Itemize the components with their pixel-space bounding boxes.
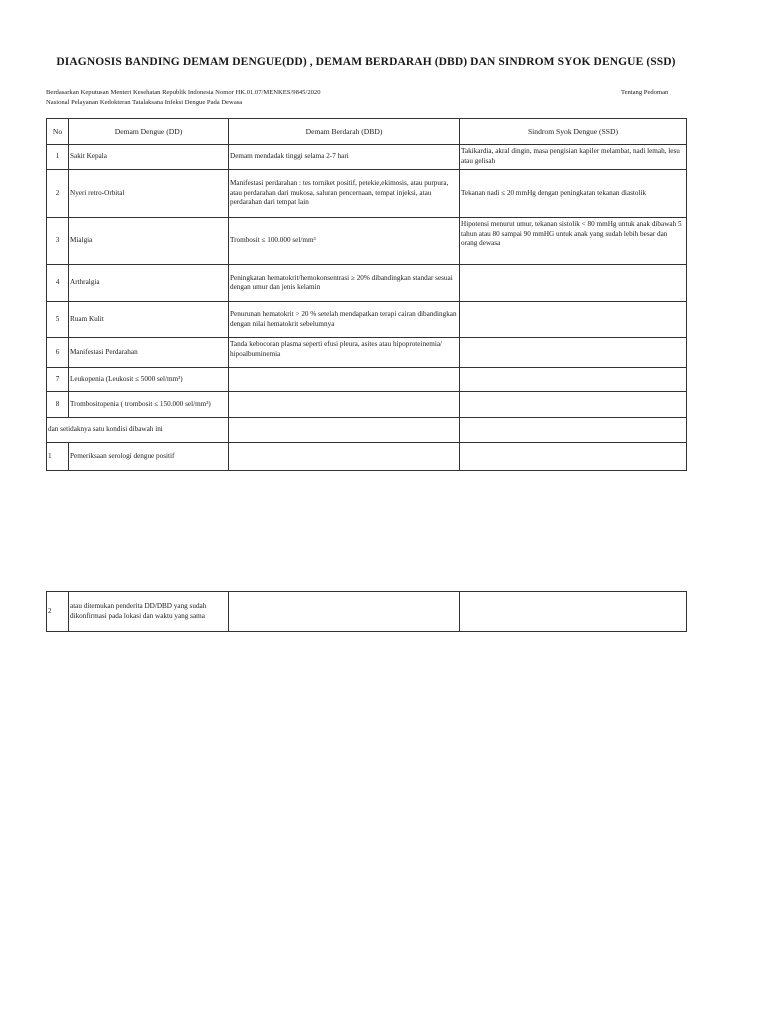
table-row	[47, 368, 687, 392]
row-no: 1	[47, 145, 69, 170]
header-no: No	[47, 119, 69, 145]
row-no: 8	[47, 392, 69, 418]
header-dbd: Demam Berdarah (DBD)	[229, 119, 460, 145]
table-row	[47, 302, 687, 338]
row-no: 6	[47, 338, 69, 368]
table-header-row	[47, 119, 687, 145]
table-row	[47, 265, 687, 302]
cell-dbd	[229, 592, 460, 632]
condition-note: dan setidaknya satu kondisi dibawah ini	[47, 418, 229, 443]
cell-dd: Leukopenia (Leukosit ≤ 5000 sel/mm³)	[69, 368, 229, 392]
cell-ssd	[460, 443, 687, 471]
cell-dd: Arthralgia	[69, 265, 229, 302]
cell-dbd: Demam mendadak tinggi selama 2-7 hari	[229, 145, 460, 170]
condition-table	[46, 591, 687, 632]
document-title: DIAGNOSIS BANDING DEMAM DENGUE(DD) , DEMAM BERDARAH (DBD) DAN SINDROM SYOK DENGUE (SSD)	[56, 56, 676, 68]
cell-ssd	[460, 265, 687, 302]
cell-dd: Ruam Kulit	[69, 302, 229, 338]
row-no: 3	[47, 218, 69, 265]
table-row	[47, 145, 687, 170]
condition-text: Pemeriksaan serologi dengue positif	[69, 443, 229, 471]
cell-dbd: Tanda kebocoran plasma seperti efusi pleura, asites atau hipoproteinemia/ hipoalbuminemia	[229, 338, 460, 368]
cell-dbd	[229, 418, 460, 443]
row-no: 5	[47, 302, 69, 338]
cell-dbd	[229, 392, 460, 418]
cell-dbd	[229, 368, 460, 392]
reference-text	[46, 88, 606, 107]
cell-dbd: Peningkatan hematokrit/hemokonsentrasi ≥ 20% dibandingkan standar sesuai dengan umur dan jenis kelamin	[229, 265, 460, 302]
condition-row	[47, 592, 687, 632]
condition-no: 1	[47, 443, 69, 471]
cell-ssd	[460, 338, 687, 368]
cell-dd: Nyeri retro-Orbital	[69, 170, 229, 218]
cell-dd: Sakit Kepala	[69, 145, 229, 170]
reference-line-1: Berdasarkan Keputusan Menteri Kesehatan Republik Indonesia Nomor HK.01.07/MENKES/9845/2020	[46, 89, 321, 96]
cell-dbd: Penurunan hematokrit > 20 % setelah mendapatkan terapi cairan dibandingkan dengan nilai hematokrit sebelumnya	[229, 302, 460, 338]
cell-dd: Mialgia	[69, 218, 229, 265]
table-row	[47, 170, 687, 218]
row-no: 4	[47, 265, 69, 302]
condition-no: 2	[47, 592, 69, 632]
reference-line-2: Nasional Pelayanan Kedokteran Tatalaksana Infeksi Dengue Pada Dewasa	[46, 98, 243, 106]
cell-ssd	[460, 392, 687, 418]
cell-dbd	[229, 443, 460, 471]
row-no: 7	[47, 368, 69, 392]
cell-ssd: Hipotensi menurut umur, tekanan sistolik < 80 mmHg untuk anak dibawah 5 tahun atau 80 sampai 90 mmHG untuk anak yang sudah lebih besar dan orang dewasa	[460, 218, 687, 265]
table-row	[47, 218, 687, 265]
header-ssd: Sindrom Syok Dengue (SSD)	[460, 119, 687, 145]
table-row	[47, 392, 687, 418]
condition-note-row	[47, 418, 687, 443]
cell-dd: Manifestasi Perdarahan	[69, 338, 229, 368]
condition-text: atau ditemukan penderita DD/DBD yang sudah dikonfirmasi pada lokasi dan waktu yang sama	[69, 592, 229, 632]
cell-ssd	[460, 368, 687, 392]
cell-ssd	[460, 302, 687, 338]
cell-dbd: Trombosit ≤ 100.000 sel/mm³	[229, 218, 460, 265]
header-dd: Demam Dengue (DD)	[69, 119, 229, 145]
cell-dd: Trombositopenia ( trombosit ≤ 150.000 sel/mm³)	[69, 392, 229, 418]
reference-right: Tentang Pedoman	[621, 89, 669, 96]
diagnosis-table	[46, 118, 687, 471]
cell-ssd	[460, 418, 687, 443]
cell-ssd: Takikardia, akral dingin, masa pengisian kapiler melambat, nadi lemah, lesu atau gelisah	[460, 145, 687, 170]
table-row	[47, 338, 687, 368]
row-no: 2	[47, 170, 69, 218]
cell-dbd: Manifestasi perdarahan : tes torniket positif, petekie,ekimosis, atau purpura, atau perdarahan dari mukosa, saluran pencernaan, tempat injeksi, atau perdarahan dari tempat lain	[229, 170, 460, 218]
condition-row	[47, 443, 687, 471]
cell-ssd: Tekanan nadi ≤ 20 mmHg dengan peningkatan tekanan diastolik	[460, 170, 687, 218]
cell-ssd	[460, 592, 687, 632]
